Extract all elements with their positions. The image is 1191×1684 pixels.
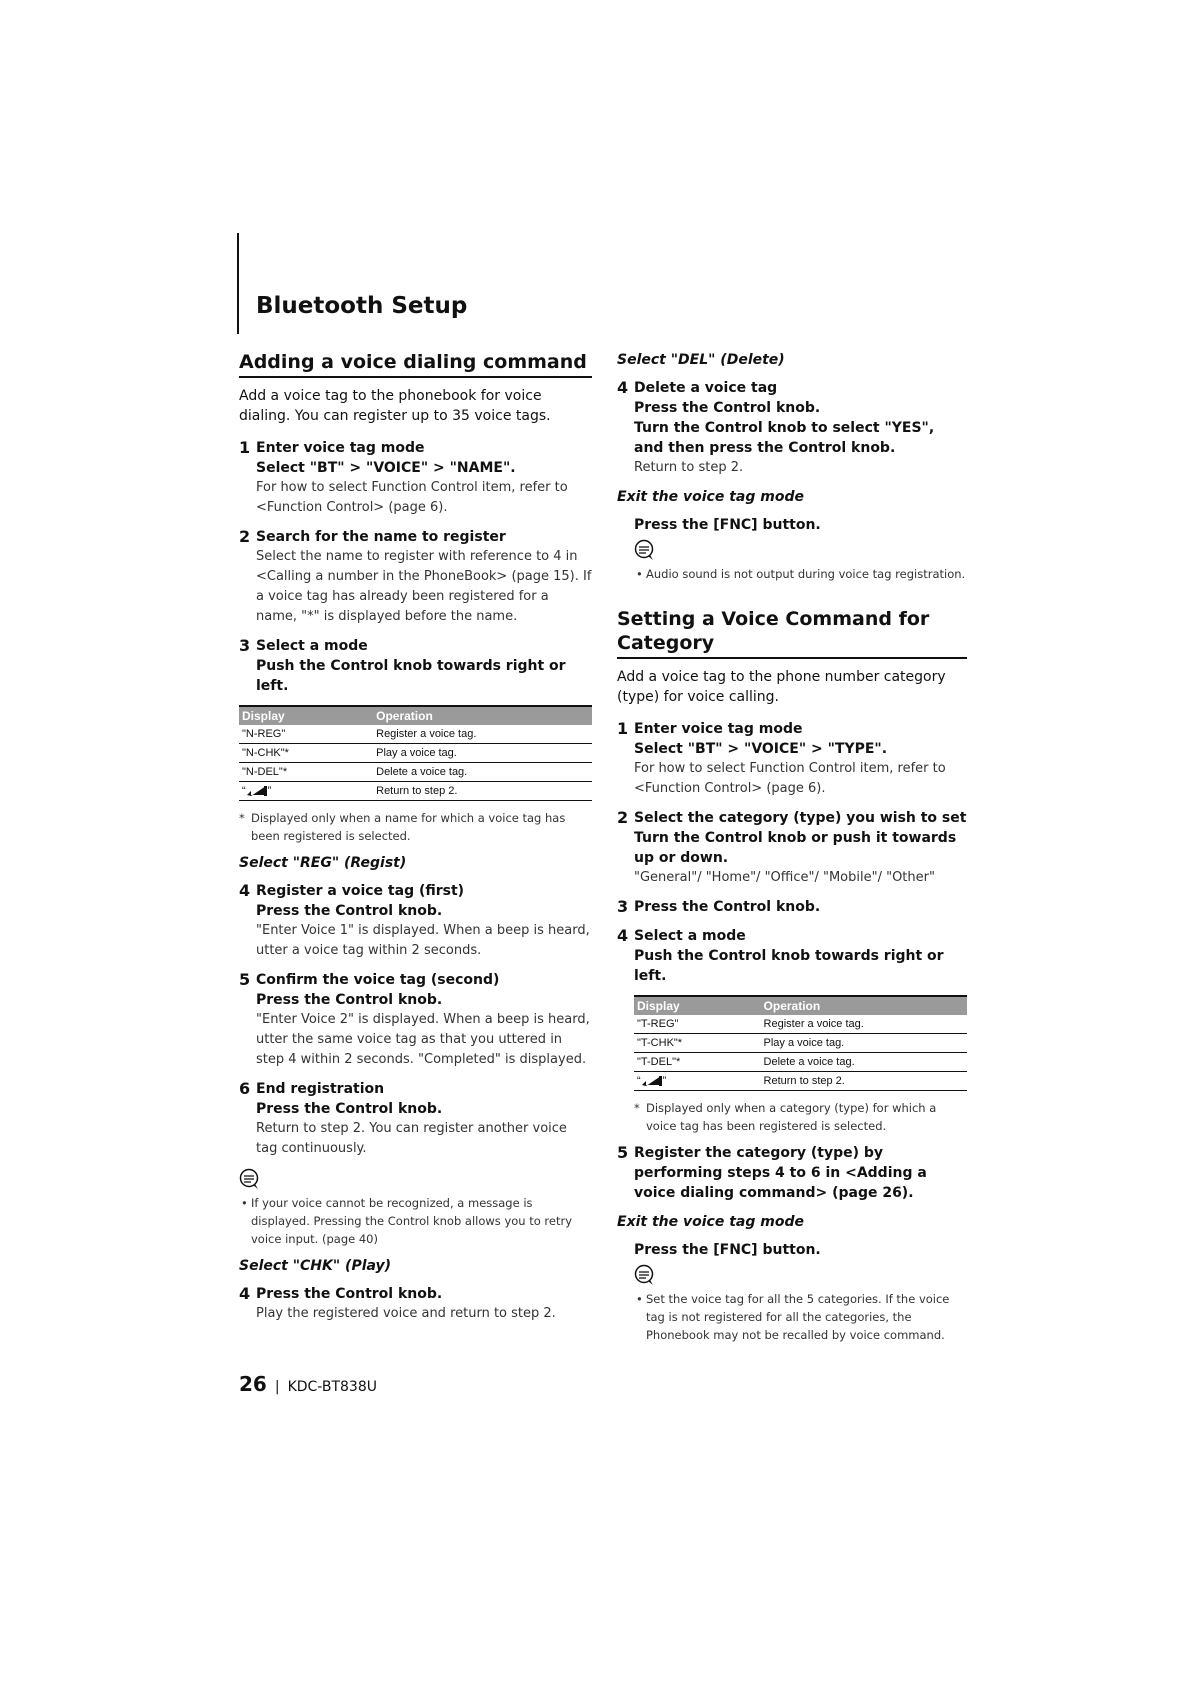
step-note: For how to select Function Control item, refer to <Function Control> (page 6). xyxy=(256,480,568,515)
table-header: Operation xyxy=(761,996,967,1015)
table-cell: Play a voice tag. xyxy=(761,1034,967,1053)
table-cell: "N-DEL"* xyxy=(239,763,373,782)
model-name: KDC-BT838U xyxy=(287,1379,377,1395)
heading-adding-voice-dialing: Adding a voice dialing command xyxy=(239,350,592,378)
table-footnote: * Displayed only when a name for which a voice tag has been registered is selected. xyxy=(239,809,592,845)
table-cell: "N-REG" xyxy=(239,725,373,744)
subhead-exit-1: Exit the voice tag mode xyxy=(617,489,804,505)
step-note: "General"/ "Home"/ "Office"/ "Mobile"/ "Other" xyxy=(634,870,935,885)
subhead-select-reg: Select "REG" (Regist) xyxy=(239,855,407,871)
step-instruction: Turn the Control knob or push it towards up or down. xyxy=(634,830,957,866)
step-title: Press the Control knob. xyxy=(634,899,821,915)
section-title: Bluetooth Setup xyxy=(256,293,468,319)
table-cell: Return to step 2. xyxy=(761,1072,967,1091)
step-4-play xyxy=(239,1284,592,1324)
step-4-register xyxy=(239,881,592,961)
step-title: Register a voice tag (first) xyxy=(256,883,465,899)
intro-text-2: Add a voice tag to the phone number category (type) for voice calling. xyxy=(617,669,946,705)
step-number: 1 xyxy=(239,438,251,457)
table-footnote: * Displayed only when a category (type) for which a voice tag has been registered is selected. xyxy=(634,1099,967,1135)
step-instruction: Press the Control knob. xyxy=(256,1101,443,1117)
table-cell: “ ” xyxy=(239,782,373,801)
subhead-select-del: Select "DEL" (Delete) xyxy=(617,352,785,368)
step-number: 4 xyxy=(617,926,629,945)
step-instruction: Select "BT" > "VOICE" > "TYPE". xyxy=(634,741,888,757)
step-4-category xyxy=(617,926,967,986)
table-row xyxy=(239,763,592,782)
table-cell: “ ” xyxy=(634,1072,761,1091)
table-row xyxy=(239,782,592,801)
table-cell: Register a voice tag. xyxy=(761,1015,967,1034)
table-header: Display xyxy=(239,706,373,725)
step-note: "Enter Voice 2" is displayed. When a beep is heard, utter the same voice tag as that you uttered in step 4 within 2 seconds. "Completed" is displayed. xyxy=(256,1012,590,1067)
table-cell: Return to step 2. xyxy=(373,782,592,801)
memo-icon xyxy=(239,1168,261,1190)
step-note: Select the name to register with reference to 4 in <Calling a number in the PhoneBook> (page 15). If a voice tag has already been registered for a name, "*" is displayed before the name. xyxy=(256,549,592,624)
step-2 xyxy=(239,527,592,627)
table-cell: "N-CHK"* xyxy=(239,744,373,763)
exit-instruction-1: Press the [FNC] button. xyxy=(634,517,821,533)
step-title: Search for the name to register xyxy=(256,529,506,545)
exit-instruction-2: Press the [FNC] button. xyxy=(634,1242,821,1258)
memo-note-2: • Set the voice tag for all the 5 categories. If the voice tag is not registered for all the categories, the Phonebook may not be recalled by voice command. xyxy=(634,1290,967,1344)
step-note: Play the registered voice and return to step 2. xyxy=(256,1306,556,1321)
step-6-end xyxy=(239,1079,592,1159)
step-number: 5 xyxy=(239,970,251,989)
step-number: 5 xyxy=(617,1143,629,1162)
table-cell: "T-CHK"* xyxy=(634,1034,761,1053)
memo-note: • If your voice cannot be recognized, a message is displayed. Pressing the Control knob allows you to retry voice input. (page 40) xyxy=(239,1194,592,1248)
step-title: Confirm the voice tag (second) xyxy=(256,972,500,988)
step-3 xyxy=(239,636,592,696)
page-number: 26 xyxy=(239,1372,267,1396)
step-1 xyxy=(239,438,592,518)
memo-icon xyxy=(634,539,656,561)
table-row xyxy=(239,725,592,744)
table-cell: "T-DEL"* xyxy=(634,1053,761,1072)
return-icon xyxy=(246,785,268,797)
right-column xyxy=(617,350,967,1352)
page-footer xyxy=(239,1372,377,1396)
table-row xyxy=(634,1034,967,1053)
step-instruction: Press the Control knob. xyxy=(256,903,443,919)
step-5-category xyxy=(617,1143,967,1203)
left-column xyxy=(239,350,592,1333)
step-instruction: Select "BT" > "VOICE" > "NAME". xyxy=(256,460,516,476)
step-number: 6 xyxy=(239,1079,251,1098)
step-instruction: Turn the Control knob to select "YES", and then press the Control knob. xyxy=(634,420,935,456)
table-header: Operation xyxy=(373,706,592,725)
step-number: 1 xyxy=(617,719,629,738)
heading-voice-command-category: Setting a Voice Command for Category xyxy=(617,607,967,659)
step-instruction: Press the Control knob. xyxy=(634,400,821,416)
step-note: Return to step 2. xyxy=(634,460,744,475)
mode-table xyxy=(239,705,592,801)
step-note: For how to select Function Control item, refer to <Function Control> (page 6). xyxy=(634,761,946,796)
step-number: 4 xyxy=(239,1284,251,1303)
step-number: 4 xyxy=(239,881,251,900)
step-instruction: Push the Control knob towards right or left. xyxy=(256,658,566,694)
step-number: 2 xyxy=(239,527,251,546)
table-row xyxy=(634,1072,967,1091)
step-2-category xyxy=(617,808,967,888)
step-3-category xyxy=(617,897,967,917)
table-cell: Register a voice tag. xyxy=(373,725,592,744)
step-title: End registration xyxy=(256,1081,385,1097)
table-cell: Delete a voice tag. xyxy=(373,763,592,782)
step-number: 3 xyxy=(239,636,251,655)
step-title: Select the category (type) you wish to set xyxy=(634,810,967,826)
intro-text: Add a voice tag to the phonebook for voice dialing. You can register up to 35 voice tags. xyxy=(239,388,551,424)
step-instruction: Press the Control knob. xyxy=(256,992,443,1008)
step-title: Enter voice tag mode xyxy=(634,721,803,737)
memo-icon xyxy=(634,1264,656,1286)
step-title: Select a mode xyxy=(256,638,368,654)
category-mode-table xyxy=(634,995,967,1091)
table-header: Display xyxy=(634,996,761,1015)
step-1-category xyxy=(617,719,967,799)
step-note: Return to step 2. You can register another voice tag continuously. xyxy=(256,1121,567,1156)
subhead-exit-2: Exit the voice tag mode xyxy=(617,1214,804,1230)
table-cell: "T-REG" xyxy=(634,1015,761,1034)
step-title: Delete a voice tag xyxy=(634,380,778,396)
step-instruction: Push the Control knob towards right or left. xyxy=(634,948,944,984)
memo-note-1: • Audio sound is not output during voice tag registration. xyxy=(634,565,967,583)
table-row xyxy=(634,1015,967,1034)
step-number: 2 xyxy=(617,808,629,827)
step-note: "Enter Voice 1" is displayed. When a beep is heard, utter a voice tag within 2 seconds. xyxy=(256,923,590,958)
table-cell: Delete a voice tag. xyxy=(761,1053,967,1072)
section-bar xyxy=(237,233,239,334)
return-icon xyxy=(641,1075,663,1087)
step-title: Enter voice tag mode xyxy=(256,440,425,456)
step-title: Select a mode xyxy=(634,928,746,944)
step-number: 3 xyxy=(617,897,629,916)
step-5-confirm xyxy=(239,970,592,1070)
step-title: Press the Control knob. xyxy=(256,1286,443,1302)
table-row xyxy=(634,1053,967,1072)
step-number: 4 xyxy=(617,378,629,397)
footer-separator: | xyxy=(274,1379,280,1395)
subhead-select-chk: Select "CHK" (Play) xyxy=(239,1258,392,1274)
step-4-delete xyxy=(617,378,967,478)
step-title: Register the category (type) by performing steps 4 to 6 in <Adding a voice dialing command> (page 26). xyxy=(634,1145,927,1201)
table-cell: Play a voice tag. xyxy=(373,744,592,763)
table-row xyxy=(239,744,592,763)
